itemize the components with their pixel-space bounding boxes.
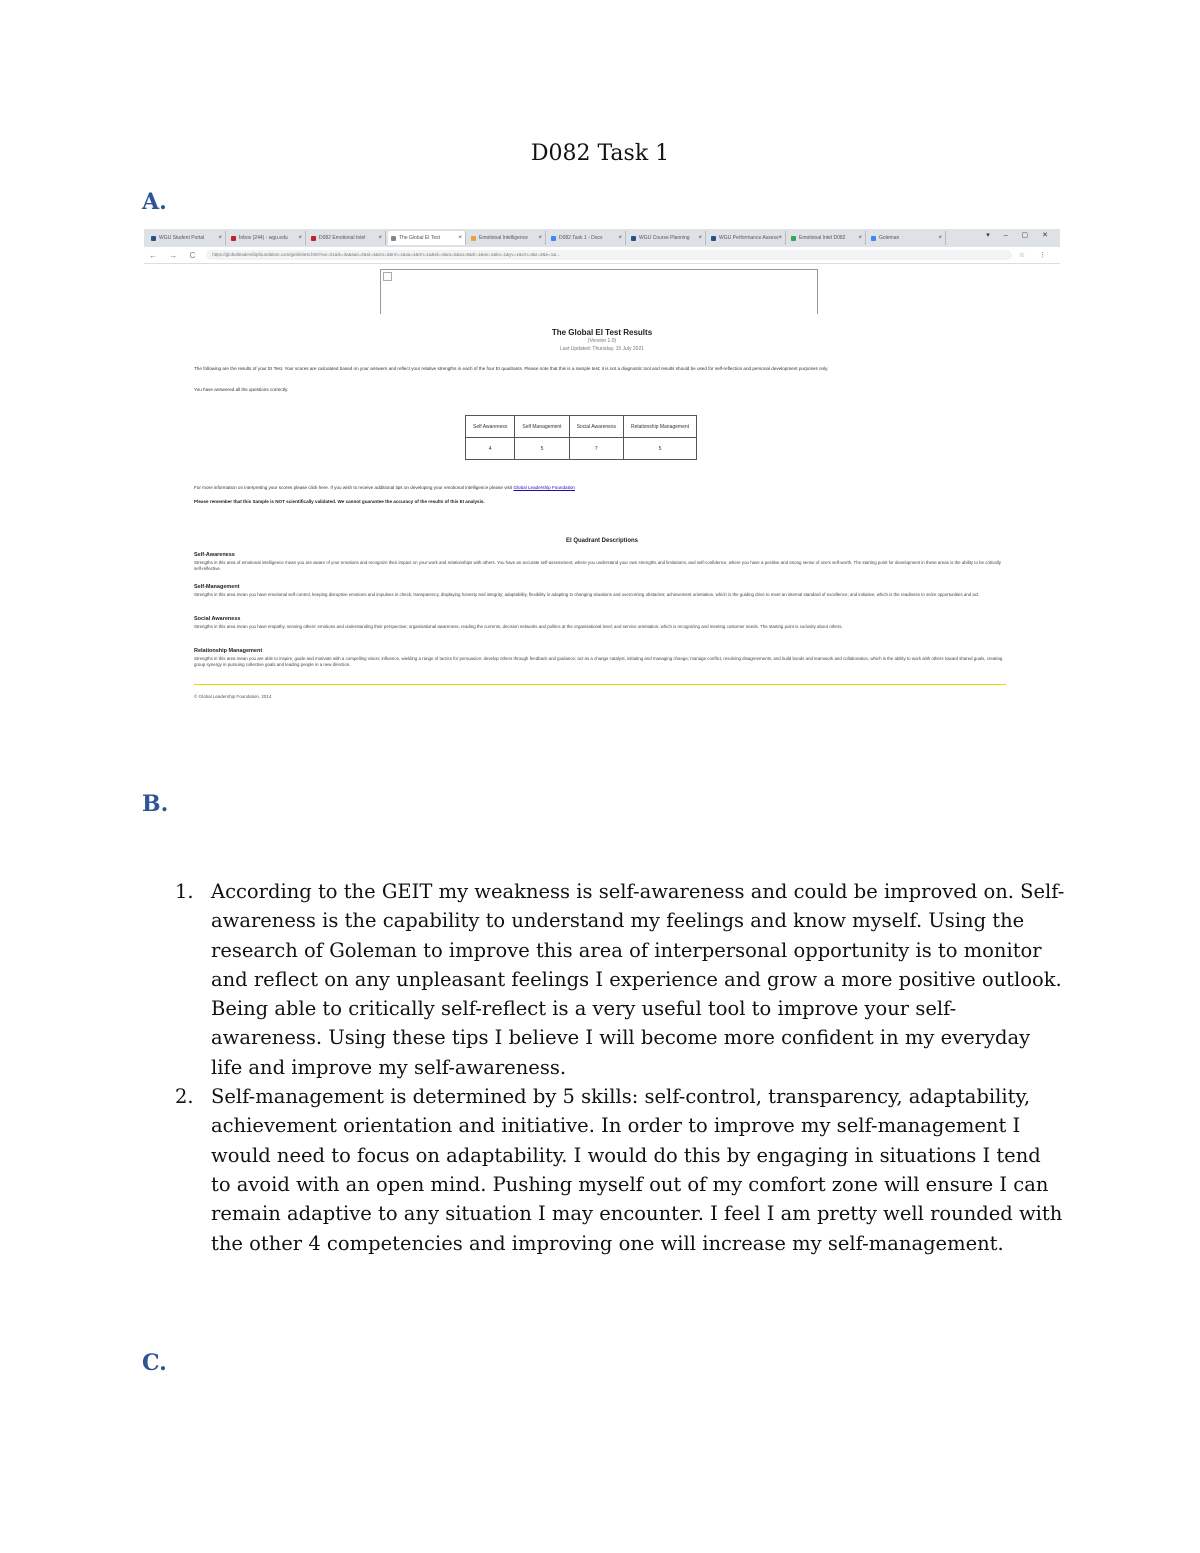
close-icon[interactable]: ×	[378, 235, 382, 241]
browser-tab[interactable]	[228, 231, 306, 245]
tab-favicon-icon	[231, 236, 236, 241]
disclaimer: Please remember that this Sample is NOT scientifically validated. We cannot guarantee the accuracy of the results of this EI analysis.	[194, 499, 485, 504]
list-item	[175, 1082, 1065, 1258]
window-controls[interactable]: ▾ – ▢ ✕	[986, 232, 1054, 239]
results-version: (Version 1.0)	[587, 338, 617, 344]
tab-favicon-icon	[471, 236, 476, 241]
score-value: 5	[515, 438, 569, 460]
score-header: Relationship Management	[623, 416, 696, 438]
quadrant-heading: Relationship Management	[194, 648, 263, 654]
section-c-heading: C.	[142, 1350, 167, 1376]
quadrant-heading: Self-Awareness	[194, 552, 235, 558]
tab-label: D082 Task 1 - Docs	[559, 235, 603, 241]
close-icon[interactable]: ×	[298, 235, 302, 241]
results-title: The Global EI Test Results	[551, 328, 653, 337]
more-info-link[interactable]: Global Leadership Foundation	[513, 485, 575, 490]
section-a-heading: A.	[142, 189, 167, 215]
tab-label: Goleman	[879, 235, 900, 241]
score-table-header-row	[466, 416, 697, 438]
score-table	[465, 415, 697, 460]
more-info-text	[194, 485, 1004, 492]
browser-tab[interactable]	[308, 231, 386, 245]
list-number: 2.	[175, 1085, 194, 1109]
score-table-value-row	[466, 438, 697, 460]
url-field[interactable]: https://globalleadershipfoundation.com/geit/eitest.html?ue=31&ls=3a&sas=2&sl=4&sm=3&rm=1&sa=4&rm=1a&sk=4&ra=2&sa=5&sl=1&se=1&kn=1&yv=1&cm=3&r=3&e=1&...	[206, 250, 1012, 260]
address-bar-icons[interactable]: ☆ ⋮	[1018, 252, 1052, 259]
score-value: 5	[623, 438, 696, 460]
answer-list	[175, 877, 1065, 1258]
score-header: Self Management	[515, 416, 569, 438]
quadrant-description: Strengths in this area mean you are able to inspire, guide and motivate with a compelling vision; influence, wielding a range of tactics for persuasion; develop others through feedback and guidance; act as a change catalyst, initiating and managing change; manage conflict, resolving disagreements; and build bonds and teamwork and collaboration, which is the ability to work with others toward shared goals, creating group synergy in pursuing collective goals and leading people in a new direction.	[194, 656, 1003, 668]
browser-tab[interactable]	[468, 231, 546, 245]
image-icon	[383, 272, 392, 281]
tab-favicon-icon	[551, 236, 556, 241]
browser-tab[interactable]	[548, 231, 626, 245]
address-bar	[144, 247, 1060, 264]
tab-favicon-icon	[631, 236, 636, 241]
tab-favicon-icon	[871, 236, 876, 241]
tab-label: The Global EI Test	[399, 235, 441, 241]
results-updated: Last Updated: Thursday, 15 July 2021	[559, 346, 645, 352]
score-value: 4	[466, 438, 515, 460]
list-item	[175, 877, 1065, 1082]
more-info-body: For more information on interpreting your scores please click here. If you wish to receive additional tips on developing your emotional intelligence please visit	[194, 485, 513, 490]
list-item-text: According to the GEIT my weakness is self-awareness and could be improved on. Self-awareness is the capability to understand my feelings and know myself. Using the research of Goleman to improve this area of interpersonal opportunity is to monitor and reflect on any unpleasant feelings I experience and grow a more positive outlook. Being able to critically self-reflect is a very useful tool to improve your self-awareness. Using these tips I believe I will become more confident in my everyday life and improve my self-awareness.	[211, 880, 1065, 1079]
copyright: © Global Leadership Foundation, 2014	[194, 694, 272, 699]
quadrant-description: Strengths in this area of emotional intelligence mean you are aware of your emotions and recognize their impact on your work and relationships with others. You have an accurate self-assessment, where you understand your own strengths and limitations, and self-confidence, where you have a positive and strong sense of one's self-worth. The starting point for development in these areas is the ability to be critically self-reflective.	[194, 560, 1001, 572]
close-icon[interactable]: ×	[458, 235, 462, 241]
tab-favicon-icon	[791, 236, 796, 241]
browser-tab[interactable]	[868, 231, 946, 245]
results-answered: You have answered all the questions correctly.	[194, 387, 289, 392]
document-title: D082 Task 1	[530, 141, 670, 166]
close-icon[interactable]: ×	[218, 235, 222, 241]
score-header: Self Awareness	[466, 416, 515, 438]
results-intro: The following are the results of your EI Test. Your scores are calculated based on your answers and reflect your relative strengths in each of the four EI quadrants. Please note that this is a sample test; it is not a diagnostic tool and results should be used for self-reflection and personal development purposes only.	[194, 366, 829, 371]
divider	[194, 684, 1006, 685]
ei-results-screenshot	[144, 229, 1060, 707]
tab-favicon-icon	[151, 236, 156, 241]
quadrant-description: Strengths in this area mean you have empathy, sensing others' emotions and understanding their perspective; organisational awareness, reading the currents, decision networks and politics at the organisational level; and service orientation, which is recognizing and meeting customer needs. The starting point is curiosity about others.	[194, 624, 843, 629]
browser-tab[interactable]	[148, 231, 226, 245]
quadrant-heading: Social Awareness	[194, 616, 241, 622]
tab-label: Emotional Intelligence	[479, 235, 528, 241]
quadrant-description: Strengths in this area mean you have emotional self-control, keeping disruptive emotions and impulses in check; transparency, displaying honesty and integrity; adaptability, flexibility in adapting to changing situations and overcoming obstacles; achievement orientation, which is the guiding drive to meet an internal standard of excellence; and initiative, which is the readiness to seize opportunities and act.	[194, 592, 980, 597]
score-header: Social Awareness	[569, 416, 623, 438]
nav-buttons[interactable]: ← → C	[149, 250, 201, 260]
tab-label: WGU Performance Assess	[719, 235, 779, 241]
browser-tab[interactable]	[628, 231, 706, 245]
tab-label: WGU Course Planning	[639, 235, 690, 241]
score-value: 7	[569, 438, 623, 460]
close-icon[interactable]: ×	[618, 235, 622, 241]
close-icon[interactable]: ×	[778, 235, 782, 241]
close-icon[interactable]: ×	[538, 235, 542, 241]
close-icon[interactable]: ×	[938, 235, 942, 241]
tab-label: D082 Emotional Intel	[319, 235, 366, 241]
list-number: 1.	[175, 880, 194, 903]
close-icon[interactable]: ×	[858, 235, 862, 241]
tab-favicon-icon	[711, 236, 716, 241]
close-icon[interactable]: ×	[698, 235, 702, 241]
section-b-heading: B.	[142, 791, 169, 817]
broken-image-placeholder	[380, 269, 818, 314]
tab-label: Emotional Intel D082	[799, 235, 846, 241]
tab-label: Inbox (244) - wgu.edu	[239, 235, 288, 241]
quadrant-heading: Self-Management	[194, 584, 240, 590]
list-item-text: Self-management is determined by 5 skills: self-control, transparency, adaptability, achievement orientation and initiative. In order to improve my self-management I would need to focus on adaptability. I would do this by engaging in situations I tend to avoid with an open mind. Pushing myself out of my comfort zone will ensure I can remain adaptive to any situation I may encounter. I feel I am pretty well rounded with the other 4 competencies and improving one will increase my self-management.	[211, 1085, 1063, 1255]
tab-favicon-icon	[311, 236, 316, 241]
tab-label: WGU Student Portal	[159, 235, 205, 241]
browser-tab[interactable]	[788, 231, 866, 245]
quadrant-title: EI Quadrant Descriptions	[565, 538, 638, 544]
browser-tab-bar	[144, 229, 1060, 247]
browser-tab-active[interactable]	[388, 231, 466, 245]
browser-tab[interactable]	[708, 231, 786, 245]
tab-favicon-icon	[391, 236, 396, 241]
